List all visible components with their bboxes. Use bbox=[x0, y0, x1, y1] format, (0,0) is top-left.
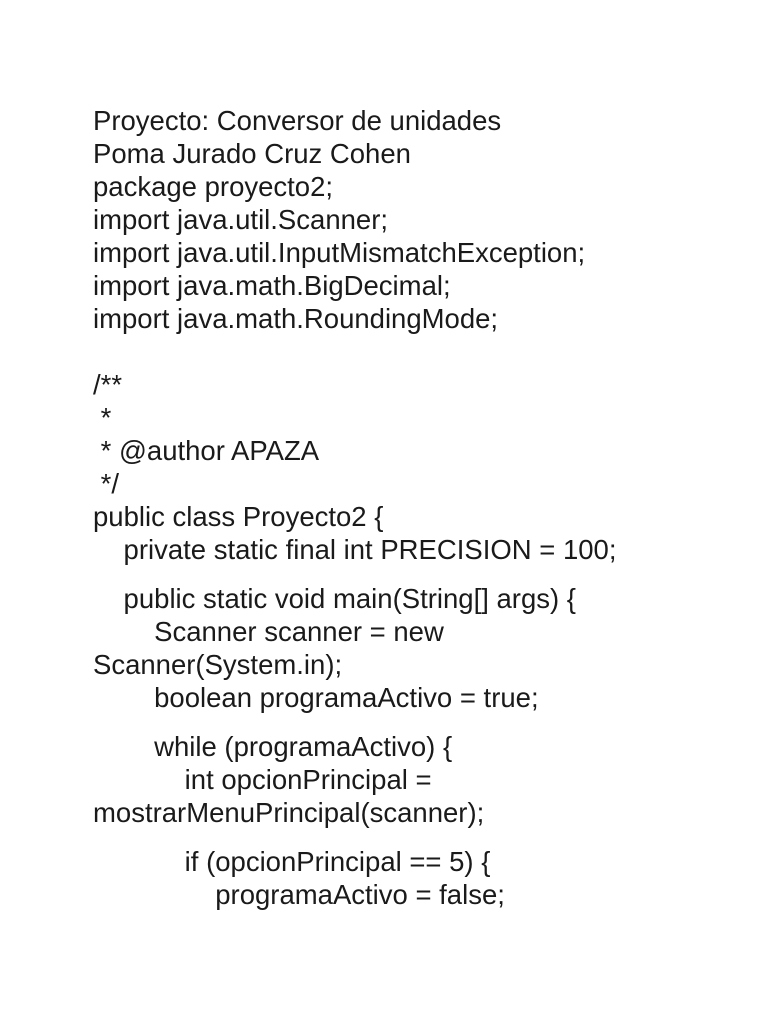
code-scanner-line-wrap: Scanner(System.in); bbox=[93, 649, 343, 680]
javadoc-line: * bbox=[93, 402, 112, 433]
javadoc-line: /** bbox=[93, 369, 123, 400]
code-import-line: import java.util.InputMismatchException; bbox=[93, 237, 586, 268]
code-import-line: import java.math.BigDecimal; bbox=[93, 270, 451, 301]
code-boolean-line: boolean programaActivo = true; bbox=[93, 682, 539, 713]
blank-line bbox=[93, 714, 743, 730]
document-authors: Poma Jurado Cruz Cohen bbox=[93, 138, 411, 169]
code-main-declaration: public static void main(String[] args) { bbox=[93, 583, 576, 614]
javadoc-line: * @author APAZA bbox=[93, 435, 320, 466]
document-title: Proyecto: Conversor de unidades bbox=[93, 105, 502, 136]
code-while-line: while (programaActivo) { bbox=[93, 731, 453, 762]
blank-line bbox=[93, 829, 743, 845]
document-body bbox=[93, 104, 743, 911]
code-assign-line: programaActivo = false; bbox=[93, 879, 505, 910]
code-package-line: package proyecto2; bbox=[93, 171, 334, 202]
code-opcion-line-wrap: mostrarMenuPrincipal(scanner); bbox=[93, 797, 485, 828]
code-import-line: import java.math.RoundingMode; bbox=[93, 303, 499, 334]
code-precision-line: private static final int PRECISION = 100; bbox=[93, 534, 617, 565]
code-import-line: import java.util.Scanner; bbox=[93, 204, 388, 235]
code-scanner-line: Scanner scanner = new bbox=[93, 616, 444, 647]
code-if-line: if (opcionPrincipal == 5) { bbox=[93, 846, 491, 877]
code-opcion-line: int opcionPrincipal = bbox=[93, 764, 432, 795]
blank-line bbox=[93, 335, 743, 368]
code-class-declaration: public class Proyecto2 { bbox=[93, 501, 384, 532]
javadoc-line: */ bbox=[93, 468, 119, 499]
blank-line bbox=[93, 566, 743, 582]
